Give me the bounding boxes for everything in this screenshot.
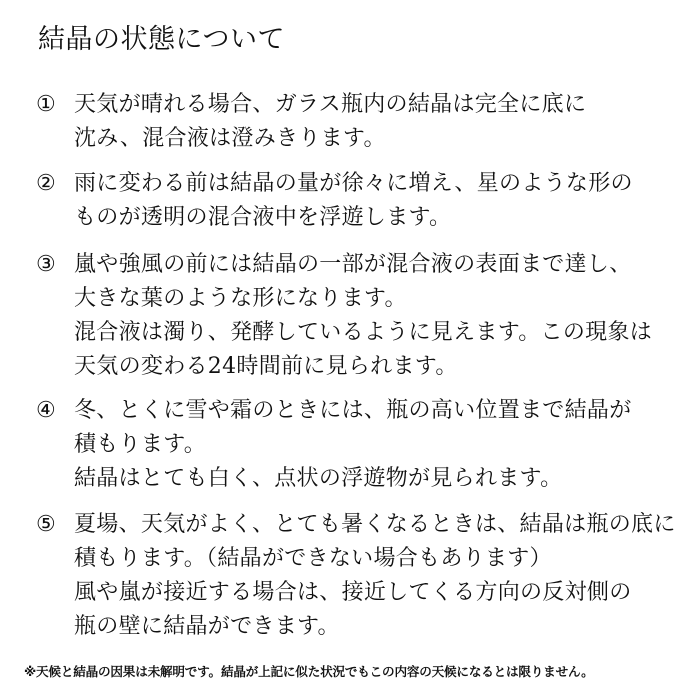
item-text xyxy=(74,248,652,384)
item-line: 沈み、混合液は澄みきります。 xyxy=(74,126,386,151)
item-number: ⑤ xyxy=(36,512,56,537)
item-number: ③ xyxy=(36,252,56,277)
footnote: ※天候と結晶の因果は未解明です。結晶が上記に似た状況でもこの内容の天候になるとは限りません。 xyxy=(24,664,594,679)
item-number: ④ xyxy=(36,398,56,423)
item-line: 天気が晴れる場合、ガラス瓶内の結晶は完全に底に xyxy=(74,92,587,117)
item-line: 雨に変わる前は結晶の量が徐々に増え、星のような形の xyxy=(74,171,633,196)
item-line: ものが透明の混合液中を浮遊します。 xyxy=(74,205,452,230)
item-line: 結晶はとても白く、点状の浮遊物が見られます。 xyxy=(74,466,563,491)
item-line: 積もります。（結晶ができない場合もあります） xyxy=(74,546,552,571)
item-line: 混合液は濁り、発酵しているように見えます。この現象は xyxy=(74,320,653,345)
item-line: 嵐や強風の前には結晶の一部が混合液の表面まで達し、 xyxy=(74,252,632,277)
item-number: ② xyxy=(36,171,56,196)
item-line: 瓶の壁に結晶ができます。 xyxy=(74,614,340,639)
item-line: 夏場、天気がよく、とても暑くなるときは、結晶は瓶の底に xyxy=(74,512,676,537)
page-title: 結晶の状態について xyxy=(38,24,285,55)
item-number: ① xyxy=(36,92,56,117)
item-text xyxy=(74,88,586,156)
item-line: 風や嵐が接近する場合は、接近してくる方向の反対側の xyxy=(74,580,632,605)
item-text xyxy=(74,394,632,496)
item-text xyxy=(74,167,633,235)
item-text xyxy=(74,508,676,644)
item-line: 天気の変わる24時間前に見られます。 xyxy=(74,354,458,379)
item-line: 大きな葉のような形になります。 xyxy=(74,286,407,311)
item-line: 冬、とくに雪や霜のときには、瓶の高い位置まで結晶が xyxy=(74,398,632,423)
item-line: 積もります。 xyxy=(74,432,207,457)
